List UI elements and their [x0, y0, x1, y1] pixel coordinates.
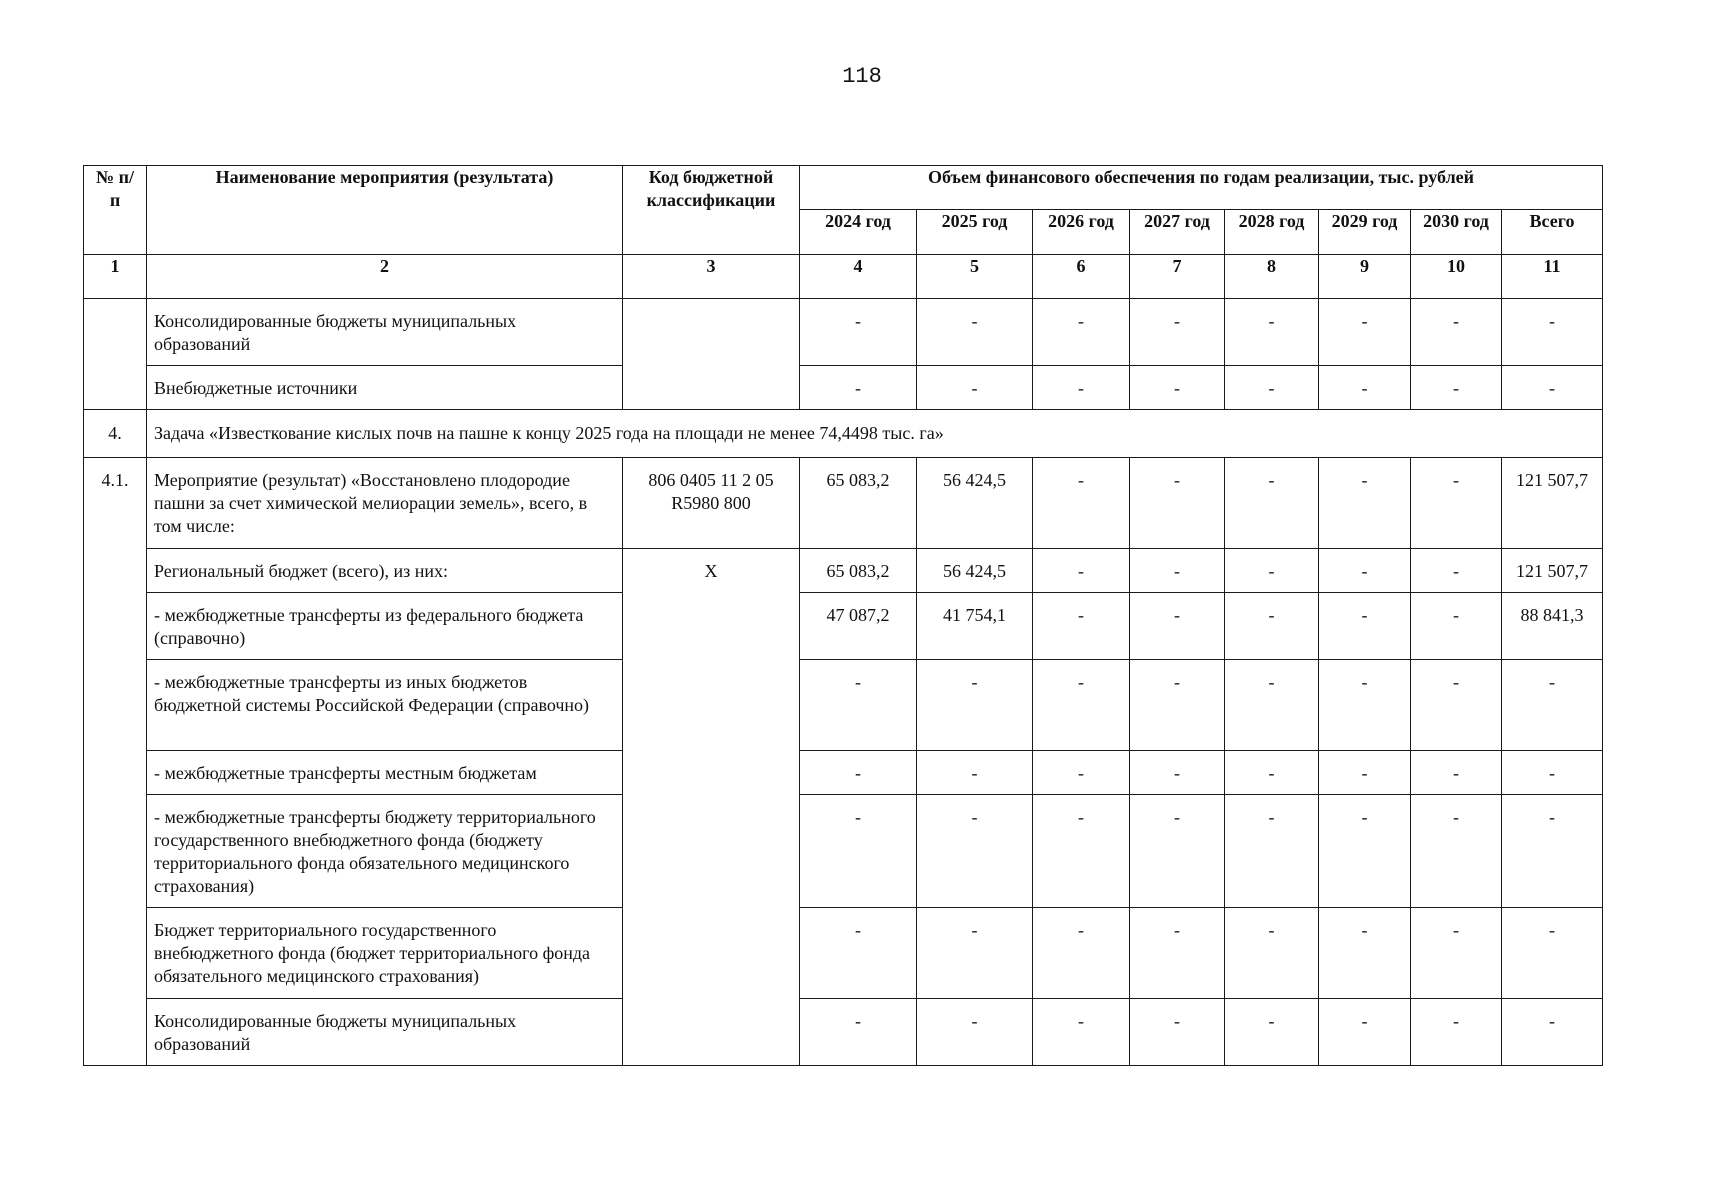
- row-name: - межбюджетные трансферты местным бюджетам: [147, 751, 623, 795]
- value-cell: -: [1411, 751, 1502, 795]
- value-cell: -: [800, 751, 917, 795]
- task-text: Задача «Известкование кислых почв на пашне к концу 2025 года на площади не менее 74,4498 тыс. га»: [147, 410, 1603, 458]
- total-cell: 88 841,3: [1502, 593, 1603, 660]
- header-total: Всего: [1502, 210, 1603, 255]
- value-cell: -: [1411, 593, 1502, 660]
- value-cell: -: [1130, 660, 1225, 751]
- header-year: 2029 год: [1319, 210, 1411, 255]
- task-index: 4.: [84, 410, 147, 458]
- col-number: 10: [1411, 255, 1502, 299]
- header-year: 2025 год: [917, 210, 1033, 255]
- task-row: [84, 410, 1603, 458]
- header-num: № п/п: [84, 166, 147, 255]
- total-cell: -: [1502, 795, 1603, 908]
- index-cell: [84, 299, 147, 410]
- total-cell: -: [1502, 660, 1603, 751]
- value-cell: -: [1225, 751, 1319, 795]
- value-cell: -: [1130, 593, 1225, 660]
- col-number: 7: [1130, 255, 1225, 299]
- value-cell: -: [1033, 660, 1130, 751]
- header-kbk: Код бюджетной классификации: [623, 166, 800, 255]
- row-name: Мероприятие (результат) «Восстановлено плодородие пашни за счет химической мелиорации земель», всего, в том числе:: [147, 458, 623, 549]
- value-cell: -: [917, 299, 1033, 366]
- total-cell: -: [1502, 908, 1603, 999]
- value-cell: -: [1319, 458, 1411, 549]
- kbk-cell: [623, 299, 800, 410]
- value-cell: 47 087,2: [800, 593, 917, 660]
- header-name: Наименование мероприятия (результата): [147, 166, 623, 255]
- value-cell: -: [1319, 795, 1411, 908]
- row-name: - межбюджетные трансферты из федерального бюджета (справочно): [147, 593, 623, 660]
- col-number: 3: [623, 255, 800, 299]
- value-cell: -: [1225, 999, 1319, 1066]
- value-cell: -: [1130, 795, 1225, 908]
- value-cell: -: [1319, 908, 1411, 999]
- row-name: Бюджет территориального государственного внебюджетного фонда (бюджет территориального фонда обязательного медицинского страхования): [147, 908, 623, 999]
- value-cell: -: [1319, 549, 1411, 593]
- value-cell: -: [1319, 999, 1411, 1066]
- col-number: 5: [917, 255, 1033, 299]
- table-row: [84, 366, 1603, 410]
- value-cell: -: [800, 299, 917, 366]
- row-name: Консолидированные бюджеты муниципальных образований: [147, 299, 623, 366]
- header-funding: Объем финансового обеспечения по годам реализации, тыс. рублей: [800, 166, 1603, 210]
- row-name: - межбюджетные трансферты бюджету территориального государственного внебюджетного фонда (бюджету территориального фонда обязательного медицинского страхования): [147, 795, 623, 908]
- value-cell: -: [1319, 299, 1411, 366]
- total-cell: 121 507,7: [1502, 549, 1603, 593]
- row-name: - межбюджетные трансферты из иных бюджетов бюджетной системы Российской Федерации (справочно): [147, 660, 623, 751]
- table-row: [84, 999, 1603, 1066]
- value-cell: -: [800, 660, 917, 751]
- col-number: 2: [147, 255, 623, 299]
- value-cell: -: [1225, 660, 1319, 751]
- row-name: Внебюджетные источники: [147, 366, 623, 410]
- table-row: [84, 458, 1603, 549]
- value-cell: -: [1033, 549, 1130, 593]
- table-row: [84, 795, 1603, 908]
- table-row: [84, 751, 1603, 795]
- value-cell: -: [917, 908, 1033, 999]
- value-cell: -: [1130, 458, 1225, 549]
- value-cell: -: [1033, 299, 1130, 366]
- total-cell: -: [1502, 999, 1603, 1066]
- value-cell: -: [1225, 908, 1319, 999]
- value-cell: -: [1411, 660, 1502, 751]
- value-cell: -: [800, 999, 917, 1066]
- kbk-x: Х: [623, 549, 800, 1066]
- value-cell: -: [1225, 458, 1319, 549]
- header-row: [84, 166, 1603, 210]
- col-number: 6: [1033, 255, 1130, 299]
- value-cell: -: [800, 795, 917, 908]
- total-cell: -: [1502, 751, 1603, 795]
- value-cell: -: [1033, 458, 1130, 549]
- value-cell: -: [1130, 549, 1225, 593]
- value-cell: -: [1130, 999, 1225, 1066]
- page-number: 118: [842, 64, 882, 89]
- table-row: [84, 593, 1603, 660]
- value-cell: -: [1130, 366, 1225, 410]
- value-cell: -: [1130, 908, 1225, 999]
- value-cell: -: [917, 795, 1033, 908]
- row-name: Консолидированные бюджеты муниципальных образований: [147, 999, 623, 1066]
- column-numbers-row: [84, 255, 1603, 299]
- value-cell: 41 754,1: [917, 593, 1033, 660]
- value-cell: -: [1130, 751, 1225, 795]
- value-cell: -: [1225, 366, 1319, 410]
- value-cell: -: [1033, 593, 1130, 660]
- table-row: [84, 299, 1603, 366]
- col-number: 11: [1502, 255, 1603, 299]
- col-number: 8: [1225, 255, 1319, 299]
- value-cell: -: [1411, 908, 1502, 999]
- value-cell: -: [1225, 593, 1319, 660]
- value-cell: -: [1411, 549, 1502, 593]
- header-year: 2027 год: [1130, 210, 1225, 255]
- header-year: 2028 год: [1225, 210, 1319, 255]
- value-cell: -: [1225, 549, 1319, 593]
- value-cell: -: [1033, 999, 1130, 1066]
- table-row: [84, 660, 1603, 751]
- value-cell: -: [917, 366, 1033, 410]
- value-cell: -: [800, 908, 917, 999]
- header-year: 2030 год: [1411, 210, 1502, 255]
- value-cell: -: [1411, 795, 1502, 908]
- total-cell: 121 507,7: [1502, 458, 1603, 549]
- value-cell: -: [1319, 366, 1411, 410]
- value-cell: -: [1033, 795, 1130, 908]
- value-cell: -: [1225, 795, 1319, 908]
- value-cell: 65 083,2: [800, 458, 917, 549]
- value-cell: -: [1411, 999, 1502, 1066]
- value-cell: 65 083,2: [800, 549, 917, 593]
- header-year: 2024 год: [800, 210, 917, 255]
- funding-table: [83, 165, 1603, 1066]
- value-cell: -: [1319, 593, 1411, 660]
- value-cell: -: [917, 660, 1033, 751]
- table-row: [84, 908, 1603, 999]
- value-cell: -: [1411, 458, 1502, 549]
- header-year: 2026 год: [1033, 210, 1130, 255]
- total-cell: -: [1502, 366, 1603, 410]
- value-cell: -: [1319, 660, 1411, 751]
- table-row: [84, 549, 1603, 593]
- value-cell: -: [917, 751, 1033, 795]
- value-cell: -: [1033, 908, 1130, 999]
- value-cell: 56 424,5: [917, 549, 1033, 593]
- activity-index: 4.1.: [84, 458, 147, 1066]
- value-cell: -: [1319, 751, 1411, 795]
- value-cell: -: [1130, 299, 1225, 366]
- kbk-code: 806 0405 11 2 05 R5980 800: [623, 458, 800, 549]
- value-cell: -: [1033, 366, 1130, 410]
- value-cell: 56 424,5: [917, 458, 1033, 549]
- row-name: Региональный бюджет (всего), из них:: [147, 549, 623, 593]
- value-cell: -: [917, 999, 1033, 1066]
- value-cell: -: [1411, 299, 1502, 366]
- total-cell: -: [1502, 299, 1603, 366]
- value-cell: -: [800, 366, 917, 410]
- value-cell: -: [1225, 299, 1319, 366]
- col-number: 1: [84, 255, 147, 299]
- col-number: 4: [800, 255, 917, 299]
- value-cell: -: [1033, 751, 1130, 795]
- value-cell: -: [1411, 366, 1502, 410]
- col-number: 9: [1319, 255, 1411, 299]
